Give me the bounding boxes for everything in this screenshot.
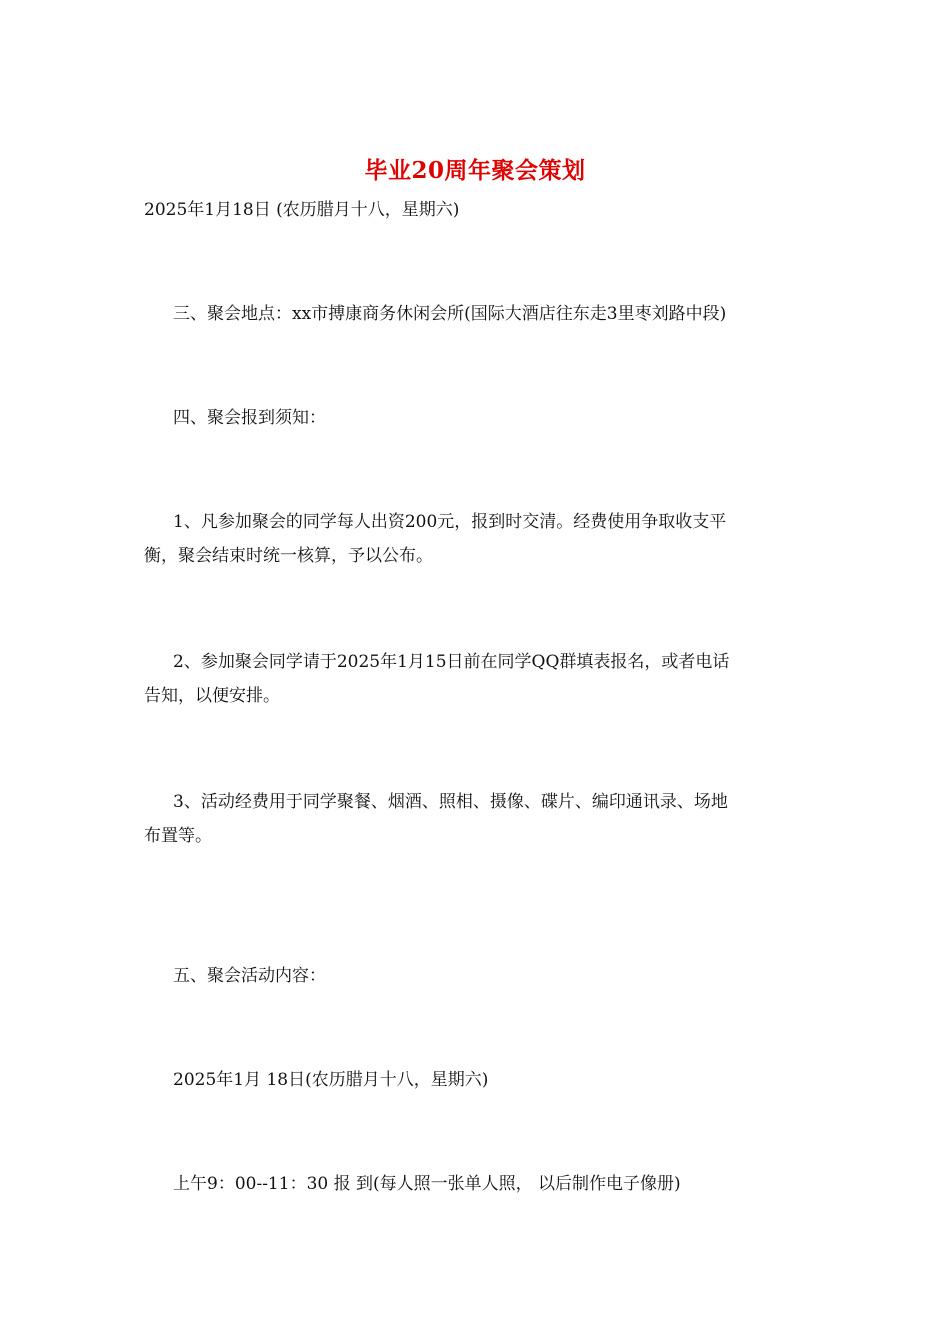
notice-item-1-line2: 衡，聚会结束时统一核算，予以公布。 [144,546,433,566]
notice-item-2 [144,645,804,713]
activities-heading: 五、聚会活动内容： [173,966,326,986]
activities-date-line: 2025年1月 18日(农历腊月十八，星期六) [173,1070,489,1090]
document-title: 毕业20周年聚会策划 [364,157,586,184]
notice-heading: 四、聚会报到须知： [173,408,326,428]
notice-item-3-line1: 3、活动经费用于同学聚餐、烟酒、照相、摄像、碟片、编印通讯录、场地 [173,792,728,812]
date-line: 2025年1月18日 (农历腊月十八，星期六) [144,200,460,220]
notice-item-3-line2: 布置等。 [144,826,212,846]
notice-item-2-line2: 告知，以便安排。 [144,686,280,706]
schedule-morning-line: 上午9：00--11：30 报 到(每人照一张单人照， 以后制作电子像册) [173,1174,681,1194]
notice-item-2-line1: 2、参加聚会同学请于2025年1月15日前在同学QQ群填表报名，或者电话 [173,652,730,672]
location-line: 三、聚会地点：xx市搏康商务休闲会所(国际大酒店往东走3里枣刘路中段) [173,304,727,324]
notice-item-3 [144,785,804,853]
notice-item-1 [144,505,804,573]
notice-item-1-line1: 1、凡参加聚会的同学每人出资200元，报到时交清。经费使用争取收支平 [173,512,727,532]
